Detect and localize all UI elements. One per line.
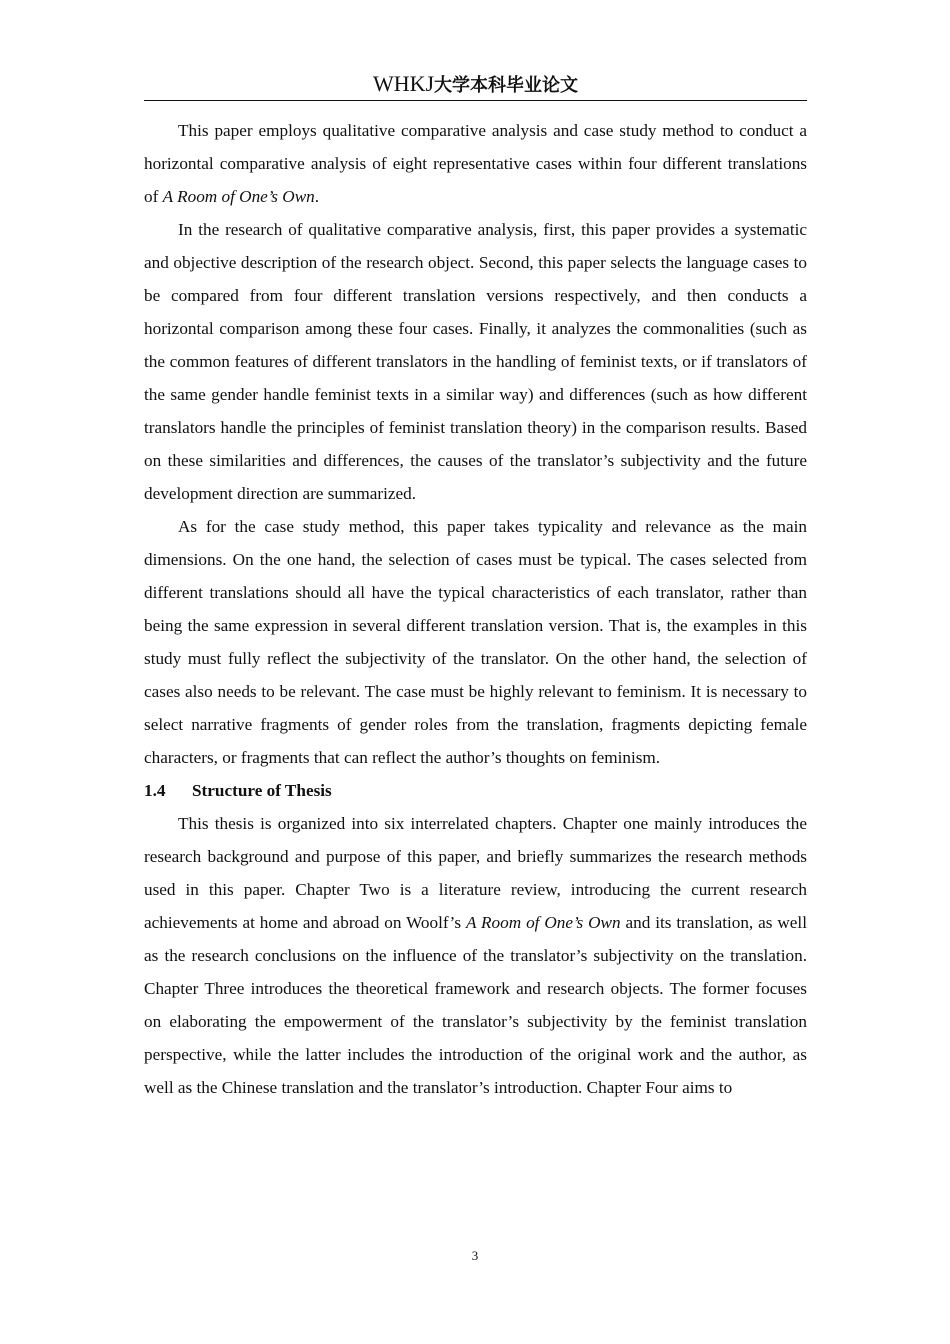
page-header [144, 70, 807, 100]
body-text [144, 114, 807, 1104]
book-title: A Room of One’s Own [162, 187, 315, 206]
paragraph-text: This thesis is organized into six interrelated chapters. Chapter one mainly introduces the research background and purpose of this paper, and briefly summarizes the research methods used in this paper. Chapter Two is a literature review, introducing the current research achievements at home and abroad on Woolf’s [144, 814, 807, 932]
paragraph-text: . [314, 187, 320, 206]
paragraph-thesis-structure [144, 807, 807, 1104]
section-heading [144, 774, 807, 807]
section-number: 1.4 [144, 781, 166, 800]
page-number: 3 [471, 1248, 479, 1263]
paragraph-qualitative-analysis: In the research of qualitative comparative analysis, first, this paper provides a systematic and objective description of the research object. Second, this paper selects the language cases to be compared from four different translation versions respectively, and then conducts a horizontal comparison among these four cases. Finally, it analyzes the commonalities (such as the common features of different translators in the handling of feminist texts, or if translators of the same gender handle feminist texts in a similar way) and differences (such as how different translators handle the principles of feminist translation theory) in the comparison results. Based on these similarities and differences, the causes of the translator’s subjectivity and the future development direction are summarized. [144, 220, 807, 503]
header-latin: WHKJ [372, 71, 435, 96]
paragraph-text: This paper employs qualitative comparative analysis and case study method to conduct a horizontal comparative analysis of eight representative cases within four different translations of [144, 121, 807, 206]
paragraph-methods-intro [144, 114, 807, 213]
paragraph-case-study: As for the case study method, this paper takes typicality and relevance as the main dimensions. On the one hand, the selection of cases must be typical. The cases selected from different translations should all have the typical characteristics of each translator, rather than being the same expression in several different translation version. That is, the examples in this study must fully reflect the subjectivity of the translator. On the other hand, the selection of cases also needs to be relevant. The case must be highly relevant to feminism. It is necessary to select narrative fragments of gender roles from the translation, fragments depicting female characters, or fragments that can reflect the author’s thoughts on feminism. [144, 517, 807, 767]
paragraph-text: and its translation, as well as the research conclusions on the influence of the translator’s subjectivity on the translation. Chapter Three introduces the theoretical framework and research objects. The former focuses on elaborating the empowerment of the translator’s subjectivity by the feminist translation perspective, while the latter includes the introduction of the original work and the author, as well as the Chinese translation and the translator’s introduction. Chapter Four aims to [144, 913, 807, 1097]
section-title: Structure of Thesis [192, 781, 332, 800]
header-chinese: 大学本科毕业论文 [434, 75, 579, 96]
header-rule [144, 100, 807, 101]
book-title: A Room of One’s Own [465, 913, 621, 932]
